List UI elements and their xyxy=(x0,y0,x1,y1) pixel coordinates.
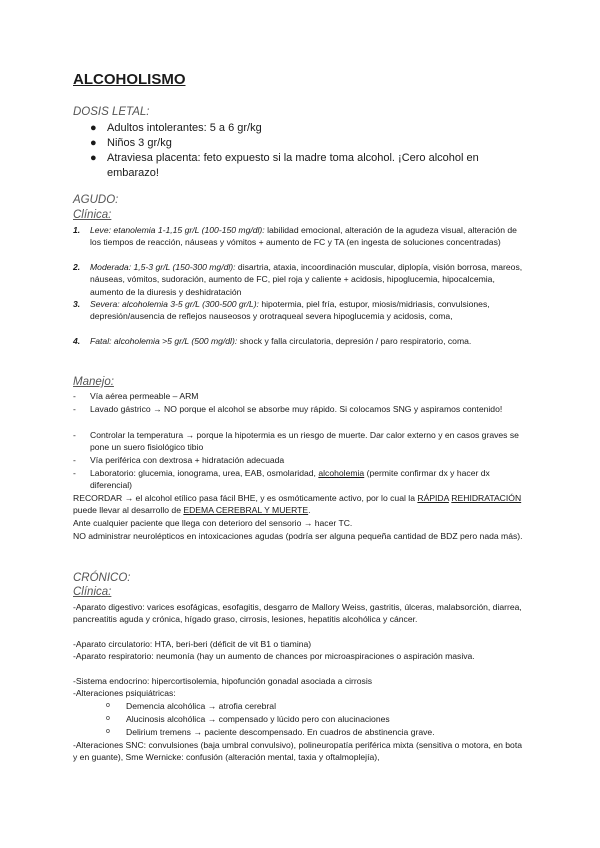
list-item: - Laboratorio: glucemia, ionograma, urea, EAB, osmolaridad, alcoholemia (permite confirmar dx y hacer dx diferencial) xyxy=(73,468,490,491)
cronico-line: -Alteraciones SNC: convulsiones (baja umbral convulsivo), polineuropatía periférica mixta (sensitiva o motora, en bota y en guante), Sme Wernicke: confusión (alteración mental, taxia y oftalmoplejía), xyxy=(73,740,522,763)
ante-note: Ante cualquier paciente que llega con deterioro del sensorio → hacer TC. xyxy=(73,518,353,528)
list-item: 2. Moderada: 1,5-3 gr/L (150-300 mg/dl): disartria, ataxia, incoordinación muscular, diplopía, visión borrosa, mareos, náuseas, vómitos, sudoración, aumento de FC, piel roja y caliente + acidosis, hipoglucemia, hipocalcemia, aumento de la diuresis y deshidratación xyxy=(73,262,523,297)
bullet-icon: ● xyxy=(90,137,97,149)
list-item: ● Niños 3 gr/kg xyxy=(90,137,172,149)
list-item: ● Adultos intolerantes: 5 a 6 gr/kg xyxy=(90,122,262,134)
list-item: - Lavado gástrico → NO porque el alcohol se absorbe muy rápido. Si colocamos SNG y aspiramos contenido! xyxy=(73,404,503,414)
list-item: - Vía aérea permeable – ARM xyxy=(73,391,199,401)
dosis-heading: DOSIS LETAL: xyxy=(73,106,150,118)
list-item: 1. Leve: etanolemia 1-1,15 gr/L (100-150 mg/dl): labilidad emocional, alteración de la agudeza visual, alteración de los tiempos de reacción, náuseas y vómitos + aumento de FC y TA (en ingesta de soluciones concentradas) xyxy=(73,225,517,248)
cronico-clinica-heading: Clínica: xyxy=(73,586,112,598)
manejo-heading: Manejo: xyxy=(73,376,114,388)
bullet-icon: ● xyxy=(90,152,97,164)
list-item: - Controlar la temperatura → porque la hipotermia es un riesgo de muerte. Dar calor externo y en casos graves se pone un suero fisiológico tibio xyxy=(73,430,519,453)
list-item: ● Atraviesa placenta: feto expuesto si la madre toma alcohol. ¡Cero alcohol en embarazo! xyxy=(90,152,479,179)
page-title: ALCOHOLISMO xyxy=(73,71,186,88)
cronico-line: -Alteraciones psiquiátricas: xyxy=(73,688,176,698)
cronico-line: -Aparato digestivo: varices esofágicas, esofagitis, desgarro de Mallory Weiss, gastritis, úlceras, malabsorción, diarrea, pancreatitis aguda y crónica, hígado graso, cirrosis, lesiones, hepatitis alcohólica y cáncer. xyxy=(73,602,522,625)
circle-bullet-icon: o xyxy=(106,702,110,709)
cronico-heading: CRÓNICO: xyxy=(73,572,131,584)
agudo-heading: AGUDO: xyxy=(73,194,119,206)
list-item: - Vía periférica con dextrosa + hidratación adecuada xyxy=(73,455,285,465)
no-admin-note: NO administrar neurolépticos en intoxicaciones agudas (podría ser alguna pequeña cantidad de BDZ pero nada más). xyxy=(73,531,523,541)
list-item: o Alucinosis alcohólica → compensado y lúcido pero con alucinaciones xyxy=(106,714,390,724)
cronico-line: -Sistema endocrino: hipercortisolemia, hipofunción gonadal asociada a cirrosis xyxy=(73,676,373,686)
cronico-line: -Aparato circulatorio: HTA, beri-beri (déficit de vit B1 o tiamina) xyxy=(73,639,312,649)
list-item: 4. Fatal: alcoholemia >5 gr/L (500 mg/dl): shock y falla circulatoria, depresión / paro respiratorio, coma. xyxy=(73,336,472,346)
agudo-clinica-heading: Clínica: xyxy=(73,209,112,221)
list-item: 3. Severa: alcoholemia 3-5 gr/L (300-500 gr/L): hipotermia, piel fría, estupor, miosis/midriasis, convulsiones, depresión/ausencia de reflejos nauseosos y orotraqueal severa hipoglucemia y acidosis, coma, xyxy=(73,299,490,322)
bullet-icon: ● xyxy=(90,122,97,134)
circle-bullet-icon: o xyxy=(106,728,110,735)
recordar-note: RECORDAR → el alcohol etílico pasa fácil BHE, y es osmóticamente activo, por lo cual la RÁPIDA REHIDRATACIÓN puede llevar al desarrollo de EDEMA CEREBRAL Y MUERTE. xyxy=(73,493,522,516)
circle-bullet-icon: o xyxy=(106,715,110,722)
cronico-line: -Aparato respiratorio: neumonía (hay un aumento de chances por microaspiraciones o aspiración masiva. xyxy=(73,651,475,661)
list-item: o Delirium tremens → paciente descompensado. En cuadros de abstinencia grave. xyxy=(106,727,435,737)
list-item: o Demencia alcohólica → atrofia cerebral xyxy=(106,701,276,711)
